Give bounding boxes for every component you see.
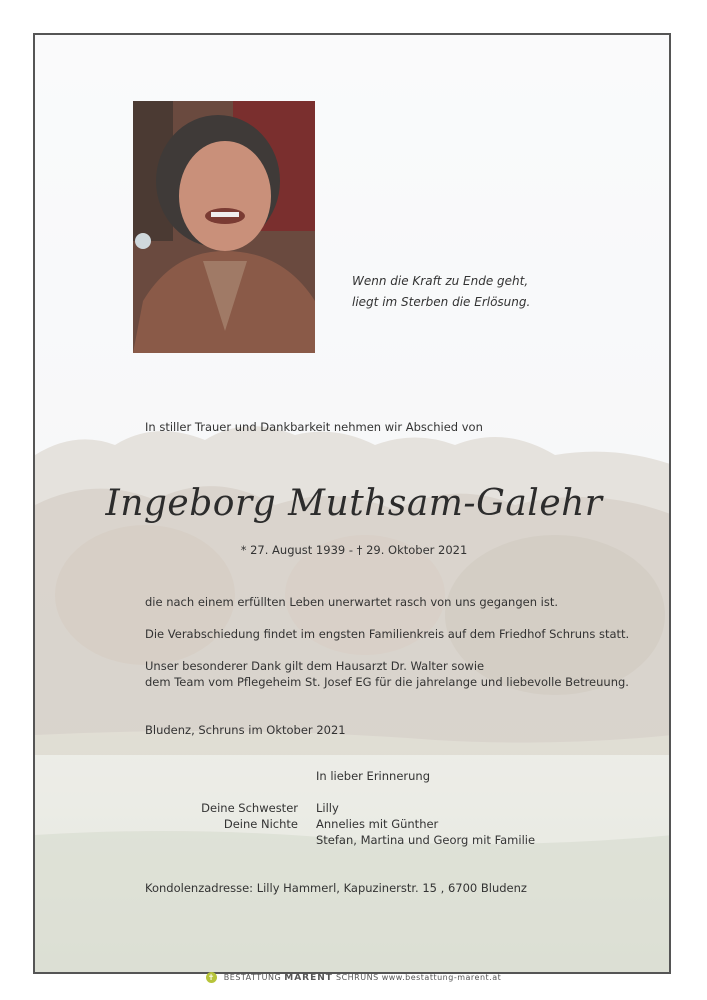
place-date: Bludenz, Schruns im Oktober 2021: [145, 723, 346, 737]
body-line-1: die nach einem erfüllten Leben unerwartet rasch von uns gegangen ist.: [145, 595, 559, 609]
portrait-illustration: [133, 101, 315, 353]
mourner-names-2: Annelies mit Günther: [316, 817, 439, 831]
footer: [0, 972, 707, 983]
poem: [352, 271, 530, 313]
mourner-names-3: Stefan, Martina und Georg mit Familie: [316, 833, 536, 847]
mourner-relation-1: Deine Schwester: [201, 801, 298, 815]
body-line-4: dem Team vom Pflegeheim St. Josef EG für die jahrelange und liebevolle Betreuung.: [145, 675, 629, 689]
memory-heading: In lieber Erinnerung: [316, 769, 431, 783]
obituary-card: [33, 33, 671, 974]
footer-prefix: BESTATTUNG: [223, 973, 282, 982]
mourner-relation-2: Deine Nichte: [223, 817, 298, 831]
cross-icon: ✝: [207, 973, 215, 982]
footer-brand: MARENT: [284, 973, 333, 983]
footer-url[interactable]: www.bestattung-marent.at: [381, 973, 502, 982]
body-line-3: Unser besonderer Dank gilt dem Hausarzt Dr. Walter sowie: [145, 659, 485, 673]
poem-line-2: liegt im Sterben die Erlösung.: [352, 295, 531, 309]
intro-text: In stiller Trauer und Dankbarkeit nehmen wir Abschied von: [145, 420, 483, 434]
mourner-names-1: Lilly: [316, 801, 339, 815]
body-line-2: Die Verabschiedung findet im engsten Familienkreis auf dem Friedhof Schruns statt.: [145, 627, 630, 641]
condolence-address: Kondolenzadresse: Lilly Hammerl, Kapuzinerstr. 15 , 6700 Bludenz: [145, 881, 527, 895]
footer-town: SCHRUNS: [335, 973, 379, 982]
poem-line-1: Wenn die Kraft zu Ende geht,: [352, 274, 529, 288]
portrait-photo: [133, 101, 315, 353]
deceased-name: Ingeborg Muthsam-Galehr: [105, 483, 603, 524]
life-dates: * 27. August 1939 - † 29. Oktober 2021: [240, 543, 468, 557]
